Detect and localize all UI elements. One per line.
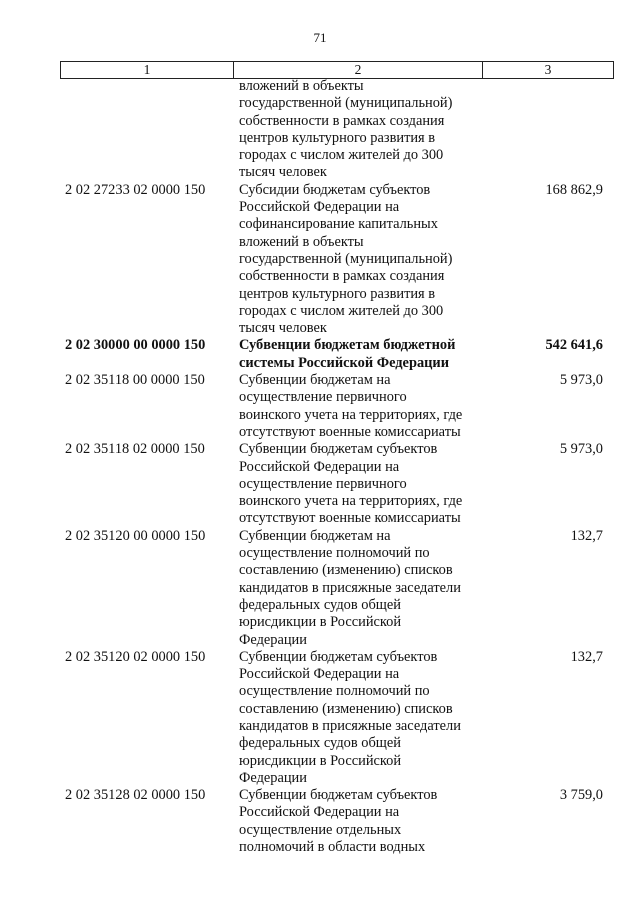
amount: 132,7 — [570, 527, 603, 544]
budget-code: 2 02 35118 00 0000 150 — [65, 372, 205, 389]
table-row — [60, 787, 612, 856]
column-header-3: 3 — [544, 62, 552, 77]
amount: 5 973,0 — [559, 372, 603, 389]
budget-code: 2 02 35118 02 0000 150 — [65, 441, 205, 458]
table-row — [60, 372, 612, 441]
income-name: Субвенции бюджетам субъектов Российской Федерации на осуществление полномочий по составлению (изменению) списков кандидатов в присяжные заседатели федеральных судов общей юрисдикции в Российской Федерации — [239, 648, 461, 786]
budget-code: 2 02 35128 02 0000 150 — [65, 787, 206, 804]
budget-code: 2 02 35120 02 0000 150 — [65, 648, 206, 665]
table-body — [60, 78, 612, 856]
table-row — [60, 78, 612, 182]
budget-code: 2 02 35120 00 0000 150 — [65, 527, 206, 544]
income-name: Субвенции бюджетам субъектов Российской Федерации на осуществление отдельных полномочий в области водных — [239, 787, 438, 856]
table-row-section-total — [60, 337, 612, 372]
budget-code: 2 02 30000 00 0000 150 — [65, 337, 206, 354]
table-row — [60, 182, 612, 338]
income-name: Субвенции бюджетам бюджетной системы Российской Федерации — [239, 337, 456, 371]
amount: 3 759,0 — [559, 787, 603, 804]
column-header-2: 2 — [234, 62, 483, 78]
income-name: Субвенции бюджетам субъектов Российской Федерации на осуществление первичного воинского учета на территориях, где отсутствуют военные комиссариаты — [239, 441, 463, 527]
budget-code: 2 02 27233 02 0000 150 — [65, 181, 206, 198]
income-name: Субвенции бюджетам на осуществление первичного воинского учета на территориях, где отсутствуют военные комиссариаты — [239, 372, 463, 440]
amount: 132,7 — [570, 648, 603, 665]
income-name: Субвенции бюджетам на осуществление полномочий по составлению (изменению) списков кандидатов в присяжные заседатели федеральных судов общей юрисдикции в Российской Федерации — [239, 527, 461, 648]
page-number: 71 — [313, 30, 327, 45]
income-name: Субсидии бюджетам субъектов Российской Федерации на софинансирование капитальных вложений в объекты государственной (муниципальной) собственности в рамках создания центров культурного развития в городах с числом жителей до 300 тысяч человек — [239, 181, 453, 337]
amount: 168 862,9 — [545, 181, 603, 198]
table-row — [60, 441, 612, 527]
table-row — [60, 528, 612, 649]
table-column-header — [60, 61, 614, 79]
amount: 542 641,6 — [545, 337, 603, 354]
amount: 5 973,0 — [559, 441, 603, 458]
income-name: вложений в объекты государственной (муниципальной) собственности в рамках создания центров культурного развития в городах с числом жителей до 300 тысяч человек — [239, 78, 453, 181]
table-row — [60, 649, 612, 787]
column-header-1: 1 — [61, 62, 234, 78]
